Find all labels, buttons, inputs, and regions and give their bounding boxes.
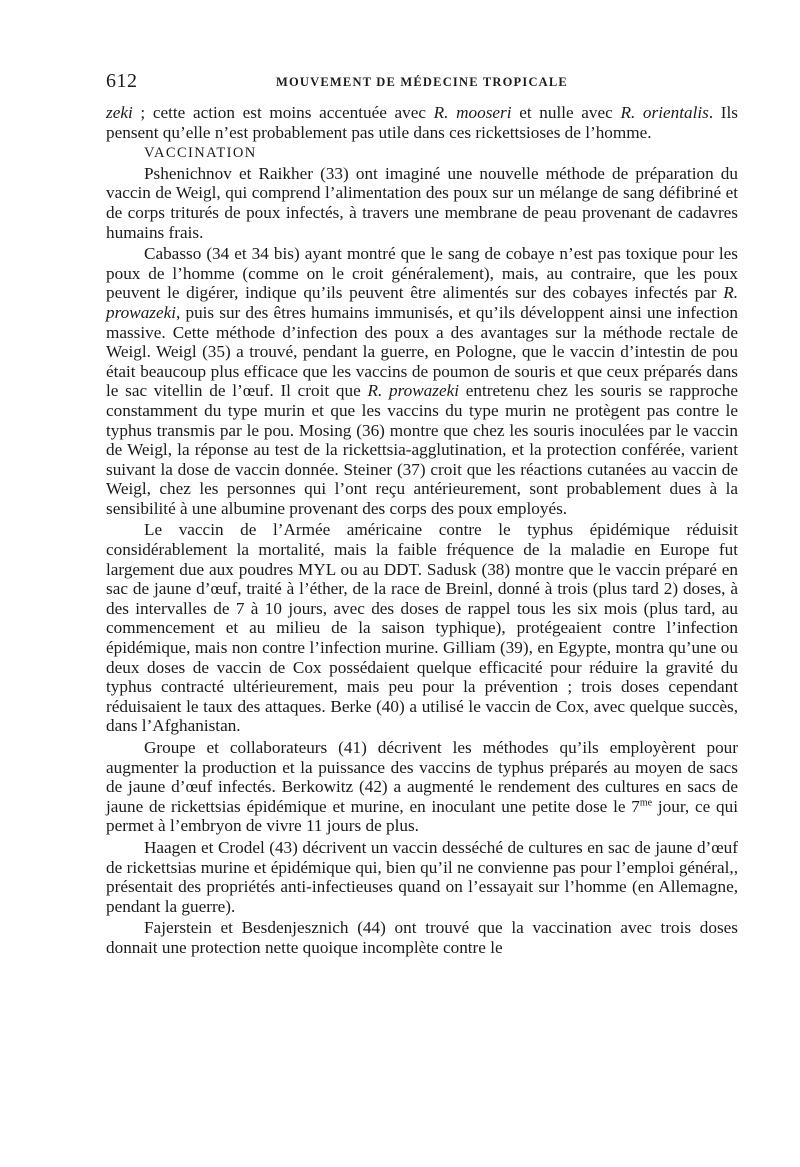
text-run: Cabasso (34 et 34 bis) ayant montré que le sang de cobaye n’est pas toxique pour les poux de l’homme (comme on le croit généralement), mais, au contraire, que les poux peuvent le digérer, indique qu’ils peuvent être alimentés sur des cobayes infectés par [106,244,738,303]
text-run: jour, ce qui permet à l’embryon de vivre 11 jours de plus. [106,796,739,836]
paragraph [106,738,738,836]
text-run: . Ils pensent qu’elle n’est probablement pas utile dans ces rickettsioses de l’homme. [106,103,738,142]
italic-term: R. prowazeki [106,283,738,322]
text-run: ; cette action est moins accentuée avec [132,103,434,122]
italic-term: R. prowazeki [367,381,459,401]
text-run: Groupe et collaborateurs (41) décrivent les méthodes qu’ils employèrent pour augmenter la production et la puissance des vaccins de typhus préparés au moyen de sacs de jaune d’œuf infectés. Berkowitz (42) a augmenté le rendement des cultures en sacs de jaune de rickettsias épidémique et murine, en inoculant une petite dose le 7 [106,738,738,816]
paragraph: Fajerstein et Besdenjesznich (44) ont trouvé que la vaccination avec trois doses donnait une protection nette quoique incomplète contre le [106,918,738,957]
italic-term: R. mooseri [433,103,512,122]
superscript: me [639,797,653,809]
page-header [106,70,738,96]
text-run: et nulle avec [511,103,621,122]
italic-term: R. orientalis [620,103,709,122]
text-run: , puis sur des êtres humains immunisés, et qu’ils développent ainsi une infection massive. Cette méthode d’infection des poux a des avantages sur la méthode rectale de Weigl. Weigl (35) a trouvé, pendant la guerre, en Pologne, que le vaccin d’intestin de pou était beaucoup plus efficace que les vaccins de poumon de souris et que ceux préparés dans le sac vitellin de l’œuf. Il croit que [106,302,738,401]
running-title: MOUVEMENT DE MÉDECINE TROPICALE [276,75,568,89]
paragraph [106,244,738,518]
paragraph: Haagen et Crodel (43) décrivent un vaccin desséché de cultures en sac de jaune d’œuf de rickettsias murine et épidémique qui, bien qu’il ne convienne pas pour l’emploi général,, présentait des propriétés anti-infectieuses quand on l’essayait sur l’homme (en Allemagne, pendant la guerre). [106,837,738,916]
paragraph: Pshenichnov et Raikher (33) ont imaginé une nouvelle méthode de préparation du vaccin de Weigl, qui comprend l’alimentation des poux sur un mélange de sang défibriné et de corps triturés de poux infectés, à travers une membrane de peau provenant de cadavres humains frais. [106,163,738,242]
body-text [106,103,738,958]
text-run: entretenu chez les souris se rapproche constamment du type murin et que les vaccins du type murin ne protègent pas contre le typhus transmis par le pou. Mosing (36) montre que chez les souris inoculées par le vaccin de Weigl, la réponse au test de la rickettsia-agglutination, et la protection conférée, varient suivant la dose de vaccin donnée. Steiner (37) croit que les réactions cutanées au vaccin de Weigl, chez les personnes qui l’ont reçu antérieurement, sont probablement dues à la sensibilité à une albumine provenant des corps des poux employés. [106,381,738,518]
paragraph: Le vaccin de l’Armée américaine contre le typhus épidémique réduisit considérablement la mortalité, mais la faible fréquence de la maladie en Europe fut largement due aux poudres MYL ou au DDT. Sadusk (38) montre que le vaccin préparé en sac de jaune d’œuf, traité à l’éther, de la race de Breinl, donné à trois (plus tard 2) doses, à des intervalles de 7 à 10 jours, avec des doses de rappel tous les six mois (plus tard, au commencement et au milieu de la saison typhique), protégeaient contre l’infection épidémique, mais non contre l’infection murine. Gilliam (39), en Egypte, montra qu’une ou deux doses de vaccin de Cox possédaient quelque efficacité pour réduire la gravité du typhus contracté ultérieurement, mais peu pour la prévention ; trois doses cependant réduisaient le taux des attaques. Berke (40) a utilisé le vaccin de Cox, avec quelque succès, dans l’Afghanistan. [106,520,738,736]
paragraph-continued [106,103,738,142]
page-number: 612 [106,70,138,92]
section-heading: VACCINATION [144,145,257,162]
italic-term: zeki [106,103,133,122]
